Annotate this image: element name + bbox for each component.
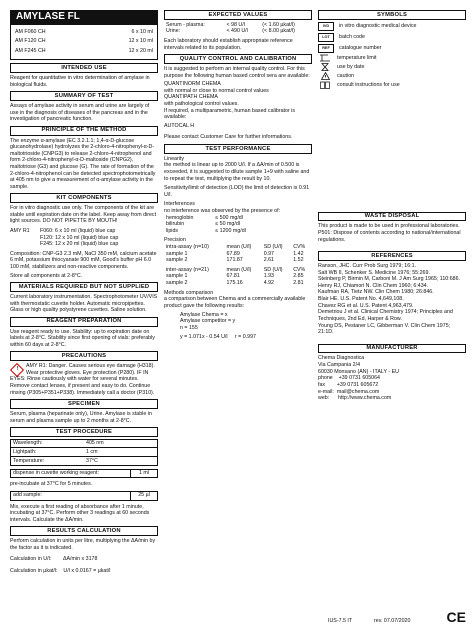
symbol-label: caution — [337, 72, 355, 79]
precautions-text — [10, 363, 158, 396]
ref-icon: REF — [318, 44, 334, 53]
table-row: Lightpath: 1 cm — [11, 448, 158, 457]
kit-qty: 12 x 20 ml — [128, 47, 153, 54]
hourglass-icon — [318, 64, 332, 71]
precision-title: Precision — [164, 237, 186, 244]
table-row: Urine: < 490 U/l (< 8.00 µkat/l) — [166, 28, 295, 35]
qc-heading: QUALITY CONTROL AND CALIBRATION — [164, 54, 312, 64]
symbol-row — [318, 33, 466, 42]
lot-icon: LOT — [318, 33, 334, 42]
manufacturer-line: 60030 Monsano (AN) - ITALY - EU — [318, 368, 399, 375]
summary-text: Assays of amylase activity in serum and urine are largely of use in the diagnosis of diseases of the pancreas and in the investigation of pancreatic function. — [10, 103, 150, 123]
reagent-line: F245: 12 x 20 ml (liquid) blue cap — [40, 241, 119, 248]
performance-heading: TEST PERFORMANCE — [164, 144, 312, 154]
principle-text: The enzyme α-amylase (EC 3.2.1.1; 1,4-α-D-glucose glucanohydrolase) hydrolyzes the 2-chloro-4-nitrophenyl-α-D-maltotrioside (CNPG3) to release 2-chloro-4-nitrophenol and form 2-chloro-4-nitrophenyl-α-D-maltoside (CNPG2), maltotriose (G3) and glucose (G). The rate of formation of the 2-chloro-4-nitrophenol can be detected spectrophotometrically at 405 nm to give a measurement of α-amylase activity in the sample. — [10, 137, 156, 190]
calculation-line-ukat: Calculation in µkat/l: U/l x 0.0167 = µkat/l — [10, 567, 111, 574]
symbol-label: batch code — [339, 33, 365, 40]
table-row: sample 1 67.89 0.97 1.42 — [166, 250, 304, 257]
precautions-heading: PRECAUTIONS — [10, 351, 158, 361]
incubate-text: pre-incubate at 37°C for 5 minutes. — [10, 481, 93, 488]
table-row: sample 2 175.16 4.92 2.81 — [166, 280, 304, 287]
procedure-params-table — [10, 439, 158, 466]
comparison-line: Amylase competitor = y — [180, 318, 236, 325]
ce-mark-icon: CE — [446, 608, 466, 625]
reference-item: Henry RJ, Chiamori N. Clin Chem 1960; 6:434. — [318, 282, 429, 289]
reference-item: Young DS, Pestaner LC, Gibberman V. Clin Chem 1975; 21:1D. — [318, 322, 451, 336]
table-row: dispense in cuvette working reagent: 1 ml — [11, 469, 158, 478]
product-title: AMYLASE FL — [10, 10, 158, 25]
symbols-heading: SYMBOLS — [318, 10, 466, 20]
column-right — [318, 10, 466, 626]
kit-code: AM F245 CH — [15, 47, 46, 54]
procedure-heading: TEST PROCEDURE — [10, 427, 158, 437]
qc-item: QUANTIPATH CHEMA — [164, 94, 218, 101]
intended-use-text: Reagent for quantitative in vitro determination of amylase in biological fluids. — [10, 75, 150, 88]
comparison-line: Amylase Chema = x — [180, 311, 228, 318]
kit-code: AM F060 CH — [15, 28, 46, 35]
kit-qty: 12 x 10 ml — [128, 38, 153, 45]
table-row: hemoglobin ≤ 500 mg/dl — [166, 214, 243, 221]
revision: rev. 07.07/2020 — [374, 618, 411, 625]
document-code: IUS-7.5 IT — [328, 618, 353, 625]
symbol-label: use by date — [337, 63, 365, 70]
table-header-row: intra-assay (n=10) mean (U/l) SD (U/l) CV% — [166, 244, 306, 251]
corrosion-hazard-icon: ! — [10, 363, 24, 377]
table-row: add sample: 25 µl — [11, 491, 158, 500]
intended-use-heading: INTENDED USE — [10, 63, 158, 73]
sample-table — [10, 491, 158, 501]
calculation-heading: RESULTS CALCULATION — [10, 526, 158, 536]
symbol-label: consult instructions for use — [337, 81, 400, 88]
reagent-prep-text: Use reagent ready to use. Stability: up to expiration date on labels at 2-8°C. Stability since first opening of vials: preferably within 60 days at 2-8°C. — [10, 328, 155, 348]
qc-text-1: It is suggested to perform an internal quality control. For this purpose the following human based control sera are available: — [164, 65, 310, 79]
references-heading: REFERENCES — [318, 251, 466, 261]
expected-table — [164, 22, 312, 35]
manufacturer-line: fax +39 0731 605672 — [318, 381, 379, 388]
manufacturer-line: phone +39 0731 605064 — [318, 375, 381, 382]
symbol-row — [318, 82, 466, 89]
reagent-line: F120: 12 x 10 ml (liquid) blue cap — [40, 234, 119, 241]
symbol-row — [318, 73, 466, 80]
expected-text: Each laboratory should establish appropriate reference intervals related to its population. — [164, 37, 293, 51]
book-icon — [318, 82, 332, 89]
inter-assay-table — [164, 267, 312, 287]
footer — [328, 610, 466, 626]
reagent-block — [10, 228, 158, 248]
comparison-title: Methods comparison — [164, 289, 214, 296]
symbol-row — [318, 64, 466, 71]
table-row: sample 2 171.87 2.61 1.52 — [166, 257, 304, 264]
calculation-text: Perform calculation in units per litre, multiplying the ΔA/min by the factor as it is indicated. — [10, 538, 156, 551]
column-left — [10, 10, 158, 626]
principle-heading: PRINCIPLE OF THE METHOD — [10, 126, 158, 136]
expected-heading: EXPECTED VALUES — [164, 10, 312, 20]
kit-components-intro: For in vitro diagnostic use only. The components of the kit are stable until expiration date on the label. Keep away from direct light sources. DO NOT PIPETTE BY MOUTH! — [10, 205, 157, 225]
precautions-body: AMY R1: Danger. Causes serious eye damage (H318). Wear protective gloves. Eye protection (P280). IF IN EYES: Rinse cautiously with water for several minutes. Remove contact lenses, if present and easy to do. Continue rinsing (P305+P351+P338). Immediately call a doctor (P310). — [10, 363, 155, 396]
reference-item: Salt WB II, Schenker S. Medicine 1976; 55:269. — [318, 269, 430, 276]
symbol-row — [318, 22, 466, 31]
column-middle — [164, 10, 312, 626]
kit-qty: 6 x 10 ml — [131, 28, 153, 35]
symbol-label: catalogue number — [339, 44, 382, 51]
table-header-row: inter-assay (n=21) mean (U/l) SD (U/l) CV% — [166, 266, 306, 273]
manufacturer-line: e-mail: mail@chema.com — [318, 388, 380, 395]
table-row: bilirubin ≤ 50 mg/dl — [166, 221, 240, 228]
table-row: sample 1 67.81 1.93 2.85 — [166, 273, 304, 280]
symbol-label: temperature limit — [337, 54, 377, 61]
calculation-line-units: Calculation in U/l: ΔA/min x 3178 — [10, 556, 98, 563]
materials-heading: MATERIALS REQUIRED BUT NOT SUPPLIED — [10, 282, 158, 292]
reagent-lines — [40, 228, 118, 248]
table-row: Wavelength: 405 nm — [11, 439, 158, 448]
kit-row — [15, 29, 153, 36]
kit-list — [10, 25, 158, 61]
storage-text: Store all components at 2-8°C. — [10, 272, 83, 279]
temperature-icon — [318, 55, 332, 62]
composition-text: Composition: CNP-G3 2.3 mM, NaCl 350 mM, calcium acetate 6 mM, potassium thiocyanate 900 mM, Good's buffer pH 6.0 100 mM, stabilizers and non-reactive components. — [10, 250, 157, 271]
qc-text-2: If required, a multiparametric, human based calibrator is available: — [164, 107, 296, 121]
summary-heading: SUMMARY OF TEST — [10, 91, 158, 101]
reagent-prep-heading: REAGENT PREPARATION — [10, 317, 158, 327]
waste-text: This product is made to be used in professional laboratories. P501: Dispose of contents according to national/international regulations. — [318, 223, 461, 243]
comparison-text: a comparison between Chema and a commercially available product gave the following results: — [164, 296, 306, 309]
manufacturer-line: Via Campania 2/4 — [318, 362, 361, 369]
kit-code: AM F120 CH — [15, 38, 46, 45]
table-row: lipids ≤ 1200 mg/dl — [166, 227, 246, 234]
materials-text: Current laboratory instrumentation. Spectrophotometer UV/VIS with thermostatic cuvette holder. Automatic micropipettes. Glass or high quality polystyrene cuvettes. Saline solution. — [10, 294, 158, 314]
reference-item: Steinberg P, Birmin M, Carboni M. J Am Surg 1965; 110:686. — [318, 276, 461, 283]
interferences-table — [164, 215, 268, 235]
reference-item: Kaufman RA, Tietz NW. Clin Chem 1980; 26:846. — [318, 289, 434, 296]
manufacturer-line: web: http://www.chema.com — [318, 395, 392, 402]
symbol-row — [318, 44, 466, 53]
sensitivity-text: Sensitivity/limit of detection (LOD) the limit of detection is 0.91 U/l. — [164, 185, 310, 198]
kit-components-heading: KIT COMPONENTS — [10, 193, 158, 203]
regression-line: y = 1.071x - 0.54 U/l r = 0.997 — [180, 334, 256, 341]
qc-item: QUANTINORM CHEMA — [164, 81, 221, 88]
table-row: Temperature: 37°C — [11, 457, 158, 466]
manufacturer-line: Chema Diagnostica — [318, 355, 365, 362]
qc-text-3: Please contact Customer Care for further informations. — [164, 134, 293, 141]
table-row: Serum - plasma: < 98 U/l (< 1.60 µkat/l) — [166, 21, 295, 28]
interferences-title: Interferences — [164, 201, 195, 208]
reagent-line: F060: 6 x 10 ml (liquid) blue cap — [40, 228, 116, 235]
linearity-title: Linearity — [164, 155, 185, 162]
interferences-text: no interference was observed by the presence of: — [164, 208, 281, 214]
intra-assay-table — [164, 244, 312, 264]
warning-icon — [318, 73, 332, 80]
waste-heading: WASTE DISPOSAL — [318, 212, 466, 222]
comparison-line: n = 155 — [180, 324, 198, 331]
symbol-row — [318, 55, 466, 62]
dispense-table — [10, 469, 158, 479]
reference-item: Chavez RG et al. U.S. Patent 4,963,479. — [318, 302, 414, 309]
kit-row — [15, 48, 153, 55]
manufacturer-heading: MANUFACTURER — [318, 344, 466, 354]
qc-item: with normal or close to normal control values — [164, 87, 269, 94]
reference-item: Blair HE. U.S. Patent No. 4,649,108. — [318, 296, 404, 303]
symbol-label: in vitro diagnostic medical device — [339, 22, 417, 29]
reference-item: Ranson, JHC. Curr Prob Surg 1979; 16:1. — [318, 263, 417, 270]
specimen-heading: SPECIMEN — [10, 399, 158, 409]
mix-text: Mix, execute a first reading of absorbance after 1 minute, incubating at 37°C. Perform other 3 readings at 60 seconds intervals. Calculate the ΔA/min. — [10, 503, 150, 523]
linearity-text: the method is linear up to 2000 U/l. If a ΔA/min of 0.500 is exceeded, it is suggested to dilute sample 1+9 with saline and to repeat the test, multiplying the result by 10. — [164, 162, 310, 182]
specimen-text: Serum, plasma (heparinate only), Urine. Amylase is stable in serum and plasma sample up to 2 months at 2-8°C. — [10, 410, 152, 424]
reference-item: Demetriou J et al. Clinical Chemistry 1974; Principles and Techniques, 2nd Ed, Harper & Row. — [318, 309, 453, 322]
reagent-label: AMY R1 — [10, 228, 30, 235]
qc-item: with pathological control values. — [164, 100, 239, 107]
kit-row — [15, 38, 153, 45]
ivd-icon: IVD — [318, 22, 334, 31]
qc-calibrator: AUTOCAL H — [164, 122, 195, 129]
